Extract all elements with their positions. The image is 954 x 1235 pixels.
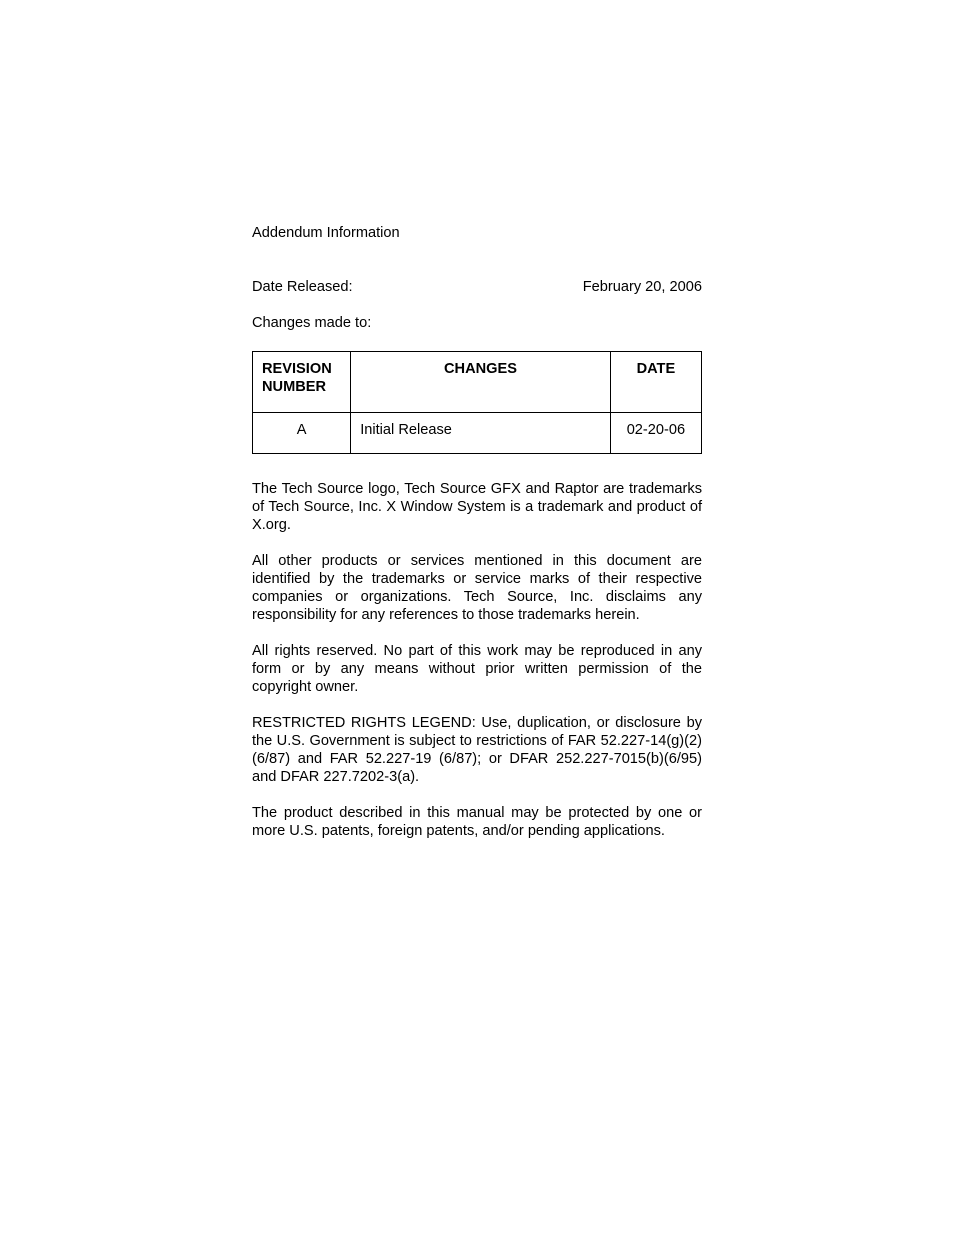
document-page (252, 224, 702, 840)
rights-reserved-paragraph: All rights reserved. No part of this work may be reproduced in any form or by any means without prior written permission of the copyright owner. (252, 643, 702, 695)
trademark-paragraph: The Tech Source logo, Tech Source GFX and Raptor are trademarks of Tech Source, Inc. X Window System is a trademark and product of X.org. (252, 481, 702, 533)
cell-changes: Initial Release (351, 413, 611, 454)
other-trademarks-paragraph: All other products or services mentioned in this document are identified by the trademarks or service marks of their respective companies or organizations. Tech Source, Inc. disclaims any responsibility for any references to those trademarks herein. (252, 553, 702, 623)
cell-date: 02-20-06 (610, 413, 701, 454)
date-released-value: February 20, 2006 (582, 279, 702, 295)
restricted-rights-paragraph: RESTRICTED RIGHTS LEGEND: Use, duplication, or disclosure by the U.S. Government is subject to restrictions of FAR 52.227-14(g)(2)(6/87) and FAR 52.227-19 (6/87); or DFAR 252.227-7015(b)(6/95) and DFAR 227.7202-3(a). (252, 715, 702, 785)
table-row (253, 413, 702, 454)
patents-paragraph: The product described in this manual may be protected by one or more U.S. patents, foreign patents, and/or pending applications. (252, 805, 702, 839)
cell-revision: A (253, 413, 351, 454)
page-title: Addendum Information (252, 225, 400, 241)
header-revision-number (253, 352, 351, 413)
header-date: DATE (610, 352, 701, 413)
date-released-row (252, 278, 702, 296)
header-changes: CHANGES (351, 352, 611, 413)
changes-made-label: Changes made to: (252, 315, 372, 331)
header-revision-line2: NUMBER (262, 379, 327, 395)
revision-table-header (253, 352, 702, 413)
date-released-label: Date Released: (252, 279, 353, 295)
header-revision-line1: REVISION (262, 361, 332, 377)
revision-table (252, 351, 702, 454)
